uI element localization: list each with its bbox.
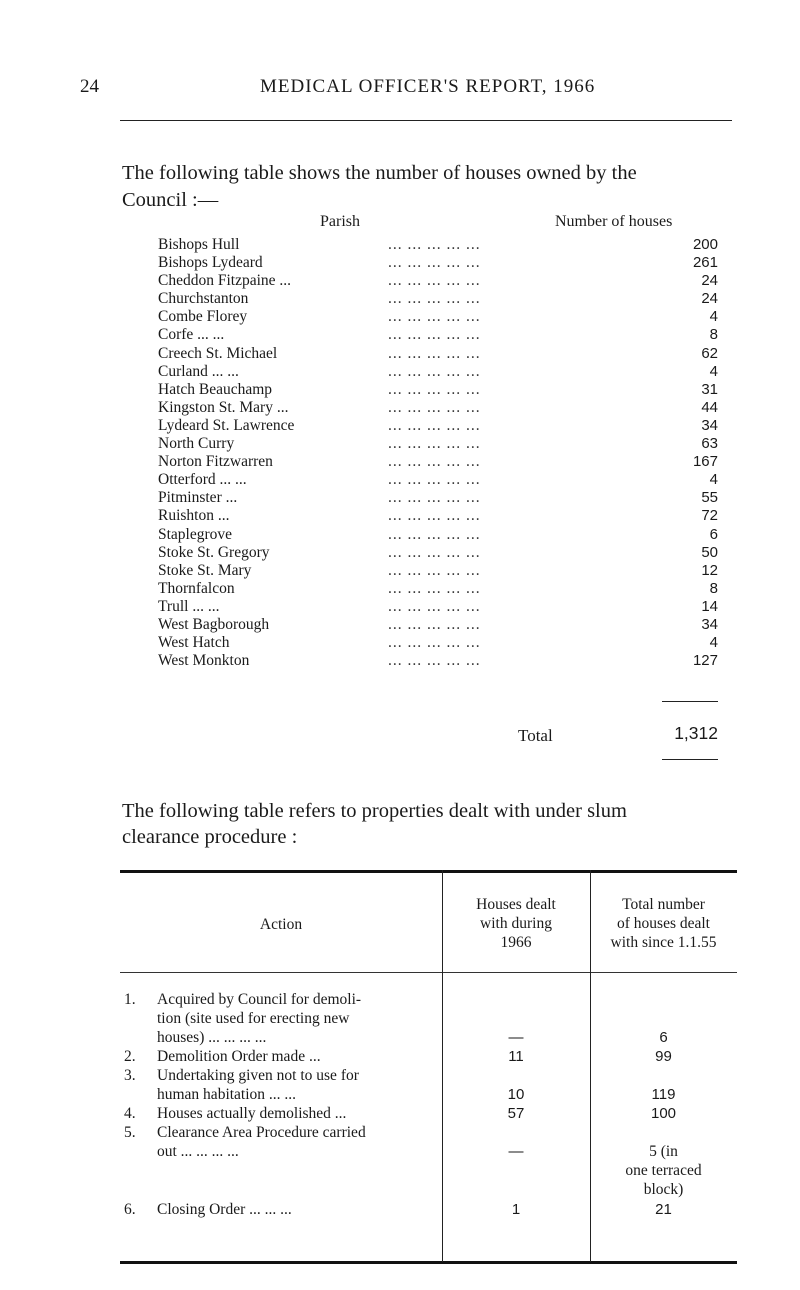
leader-dots: ... ... ... ... ... (388, 254, 481, 272)
parish-row (158, 544, 718, 562)
parish-row (158, 507, 718, 525)
parish-row (158, 290, 718, 308)
leader-dots: ... ... ... ... ... (388, 489, 481, 507)
parish-name: West Monkton (158, 652, 250, 670)
house-count: 34 (701, 615, 718, 633)
table-header-rule (120, 972, 737, 973)
parish-name: Trull ... ... (158, 597, 220, 615)
intro-paragraph-slum-clearance (122, 798, 742, 850)
row-action: Clearance Area Procedure carried out ... ... ... ... (157, 1124, 366, 1160)
row-total-since-1955: 6 (659, 1029, 668, 1046)
parish-row (158, 381, 718, 399)
intro-line-2: Council :— (122, 189, 219, 211)
running-title: MEDICAL OFFICER'S REPORT, 1966 (260, 76, 596, 97)
leader-dots: ... ... ... ... ... (388, 471, 481, 489)
parish-name: Pitminster ... (158, 489, 238, 507)
leader-dots: ... ... ... ... ... (388, 290, 481, 308)
row-action: Closing Order ... ... ... (157, 1201, 292, 1218)
house-count: 12 (701, 561, 718, 579)
row-number: 2. (124, 1048, 136, 1065)
leader-dots: ... ... ... ... ... (388, 597, 481, 615)
parish-name: Hatch Beauchamp (158, 380, 273, 398)
row-number: 3. (124, 1067, 136, 1084)
leader-dots: ... ... ... ... ... (388, 525, 481, 543)
intro-line-1: The following table shows the number of houses owned by the (122, 162, 637, 184)
parish-name: Staplegrove (158, 525, 233, 543)
parish-row (158, 616, 718, 634)
parish-table (158, 236, 718, 670)
parish-row (158, 471, 718, 489)
header-total-since-1955: Total number of houses dealt with since 1.1.55 (610, 896, 717, 951)
parish-row (158, 652, 718, 670)
parish-row (158, 236, 718, 254)
parish-name: Cheddon Fitzpaine ... (158, 272, 292, 290)
house-count: 8 (709, 326, 718, 344)
row-action: Houses actually demolished ... (157, 1105, 347, 1122)
parish-name: Bishops Lydeard (158, 254, 263, 272)
row-dealt-1966: — (508, 1143, 524, 1160)
house-count: 4 (709, 362, 718, 380)
number-column-heading: Number of houses (555, 213, 673, 230)
total-label: Total (518, 726, 553, 745)
row-number: 6. (124, 1201, 136, 1218)
parish-name: Creech St. Michael (158, 344, 278, 362)
house-count: 200 (692, 236, 718, 253)
page-number: 24 (80, 76, 99, 97)
parish-name: Norton Fitzwarren (158, 453, 273, 471)
header-action: Action (259, 916, 303, 933)
parish-row (158, 254, 718, 272)
house-count: 8 (709, 579, 718, 597)
parish-row (158, 308, 718, 326)
leader-dots: ... ... ... ... ... (388, 398, 481, 416)
header-rule (120, 120, 732, 121)
row-total-since-1955: 100 (650, 1105, 677, 1122)
house-count: 24 (701, 290, 718, 308)
leader-dots: ... ... ... ... ... (388, 344, 481, 362)
parish-row (158, 634, 718, 652)
leader-dots: ... ... ... ... ... (388, 272, 481, 290)
house-count: 167 (692, 453, 718, 471)
parish-name: Corfe ... ... (158, 326, 225, 344)
parish-name: Ruishton ... (158, 507, 230, 525)
house-count: 55 (701, 489, 718, 507)
leader-dots: ... ... ... ... ... (388, 416, 481, 434)
row-action: Demolition Order made ... (157, 1048, 321, 1065)
leader-dots: ... ... ... ... ... (388, 435, 481, 453)
intro-paragraph-houses (122, 160, 742, 214)
parish-name: North Curry (158, 435, 235, 453)
parish-name: Lydeard St. Lawrence (158, 416, 295, 434)
parish-row (158, 399, 718, 417)
parish-column-heading: Parish (320, 213, 360, 230)
house-count: 72 (701, 507, 718, 525)
parish-row (158, 417, 718, 435)
row-total-since-1955: 99 (655, 1048, 672, 1065)
leader-dots: ... ... ... ... ... (388, 362, 481, 380)
house-count: 6 (709, 525, 718, 543)
leader-dots: ... ... ... ... ... (388, 308, 481, 326)
leader-dots: ... ... ... ... ... (388, 453, 481, 471)
slum-clearance-table (120, 870, 737, 1263)
parish-name: West Bagborough (158, 615, 270, 633)
house-count: 261 (692, 254, 718, 272)
row-action: Undertaking given not to use for human habitation ... ... (157, 1067, 359, 1103)
page-header (0, 76, 800, 116)
leader-dots: ... ... ... ... ... (388, 380, 481, 398)
row-total-since-1955: 21 (655, 1201, 672, 1218)
house-count: 4 (709, 634, 718, 652)
leader-dots: ... ... ... ... ... (388, 579, 481, 597)
parish-name: Stoke St. Gregory (158, 543, 270, 561)
leader-dots: ... ... ... ... ... (388, 634, 481, 652)
parish-row (158, 598, 718, 616)
leader-dots: ... ... ... ... ... (388, 561, 481, 579)
parish-name: Otterford ... ... (158, 471, 247, 489)
leader-dots: ... ... ... ... ... (388, 326, 481, 344)
row-dealt-1966: 11 (508, 1048, 524, 1065)
parish-row (158, 580, 718, 598)
row-total-since-1955: 119 (651, 1086, 676, 1103)
intro2-line-2: clearance procedure : (122, 826, 298, 848)
parish-row (158, 435, 718, 453)
parish-row (158, 326, 718, 344)
total-value: 1,312 (674, 723, 718, 743)
house-count: 50 (701, 543, 718, 561)
parish-row (158, 363, 718, 381)
house-count: 31 (701, 380, 718, 398)
row-number: 4. (124, 1105, 136, 1122)
parish-row (158, 489, 718, 507)
house-count: 24 (701, 272, 718, 290)
parish-name: Combe Florey (158, 308, 248, 326)
house-count: 63 (701, 435, 718, 453)
leader-dots: ... ... ... ... ... (388, 543, 481, 561)
parish-name: Thornfalcon (158, 579, 235, 597)
parish-row (158, 272, 718, 290)
parish-row (158, 345, 718, 363)
total-rule-top (662, 701, 718, 702)
intro2-line-1: The following table refers to properties dealt with under slum (122, 800, 627, 822)
parish-row (158, 562, 718, 580)
house-count: 34 (701, 416, 718, 434)
row-number: 5. (124, 1124, 136, 1141)
row-action: Acquired by Council for demoli- tion (site used for erecting new houses) ... ... ... ... (157, 991, 362, 1046)
parish-name: Kingston St. Mary ... (158, 398, 289, 416)
parish-row (158, 453, 718, 471)
total-rule-bottom (662, 759, 718, 760)
row-total-since-1955: 5 (in one terraced block) (625, 1143, 702, 1198)
parish-name: Churchstanton (158, 290, 249, 308)
row-dealt-1966: 1 (511, 1201, 521, 1218)
table-top-rule (120, 870, 737, 873)
house-count: 4 (709, 471, 718, 489)
parish-row (158, 526, 718, 544)
table-bottom-rule (120, 1261, 737, 1264)
leader-dots: ... ... ... ... ... (388, 236, 481, 253)
header-houses-dealt-1966: Houses dealt with during 1966 (476, 896, 556, 951)
row-dealt-1966: 57 (507, 1105, 525, 1122)
house-count: 4 (709, 308, 718, 326)
house-count: 127 (692, 652, 718, 670)
parish-name: West Hatch (158, 634, 230, 652)
house-count: 14 (701, 597, 718, 615)
parish-name: Stoke St. Mary (158, 561, 252, 579)
row-number: 1. (124, 991, 136, 1008)
parish-name: Bishops Hull (158, 236, 240, 253)
leader-dots: ... ... ... ... ... (388, 507, 481, 525)
leader-dots: ... ... ... ... ... (388, 615, 481, 633)
row-dealt-1966: 10 (507, 1086, 525, 1103)
row-dealt-1966: — (508, 1029, 524, 1046)
house-count: 62 (701, 344, 718, 362)
house-count: 44 (701, 398, 718, 416)
parish-name: Curland ... ... (158, 362, 239, 380)
leader-dots: ... ... ... ... ... (388, 652, 481, 670)
